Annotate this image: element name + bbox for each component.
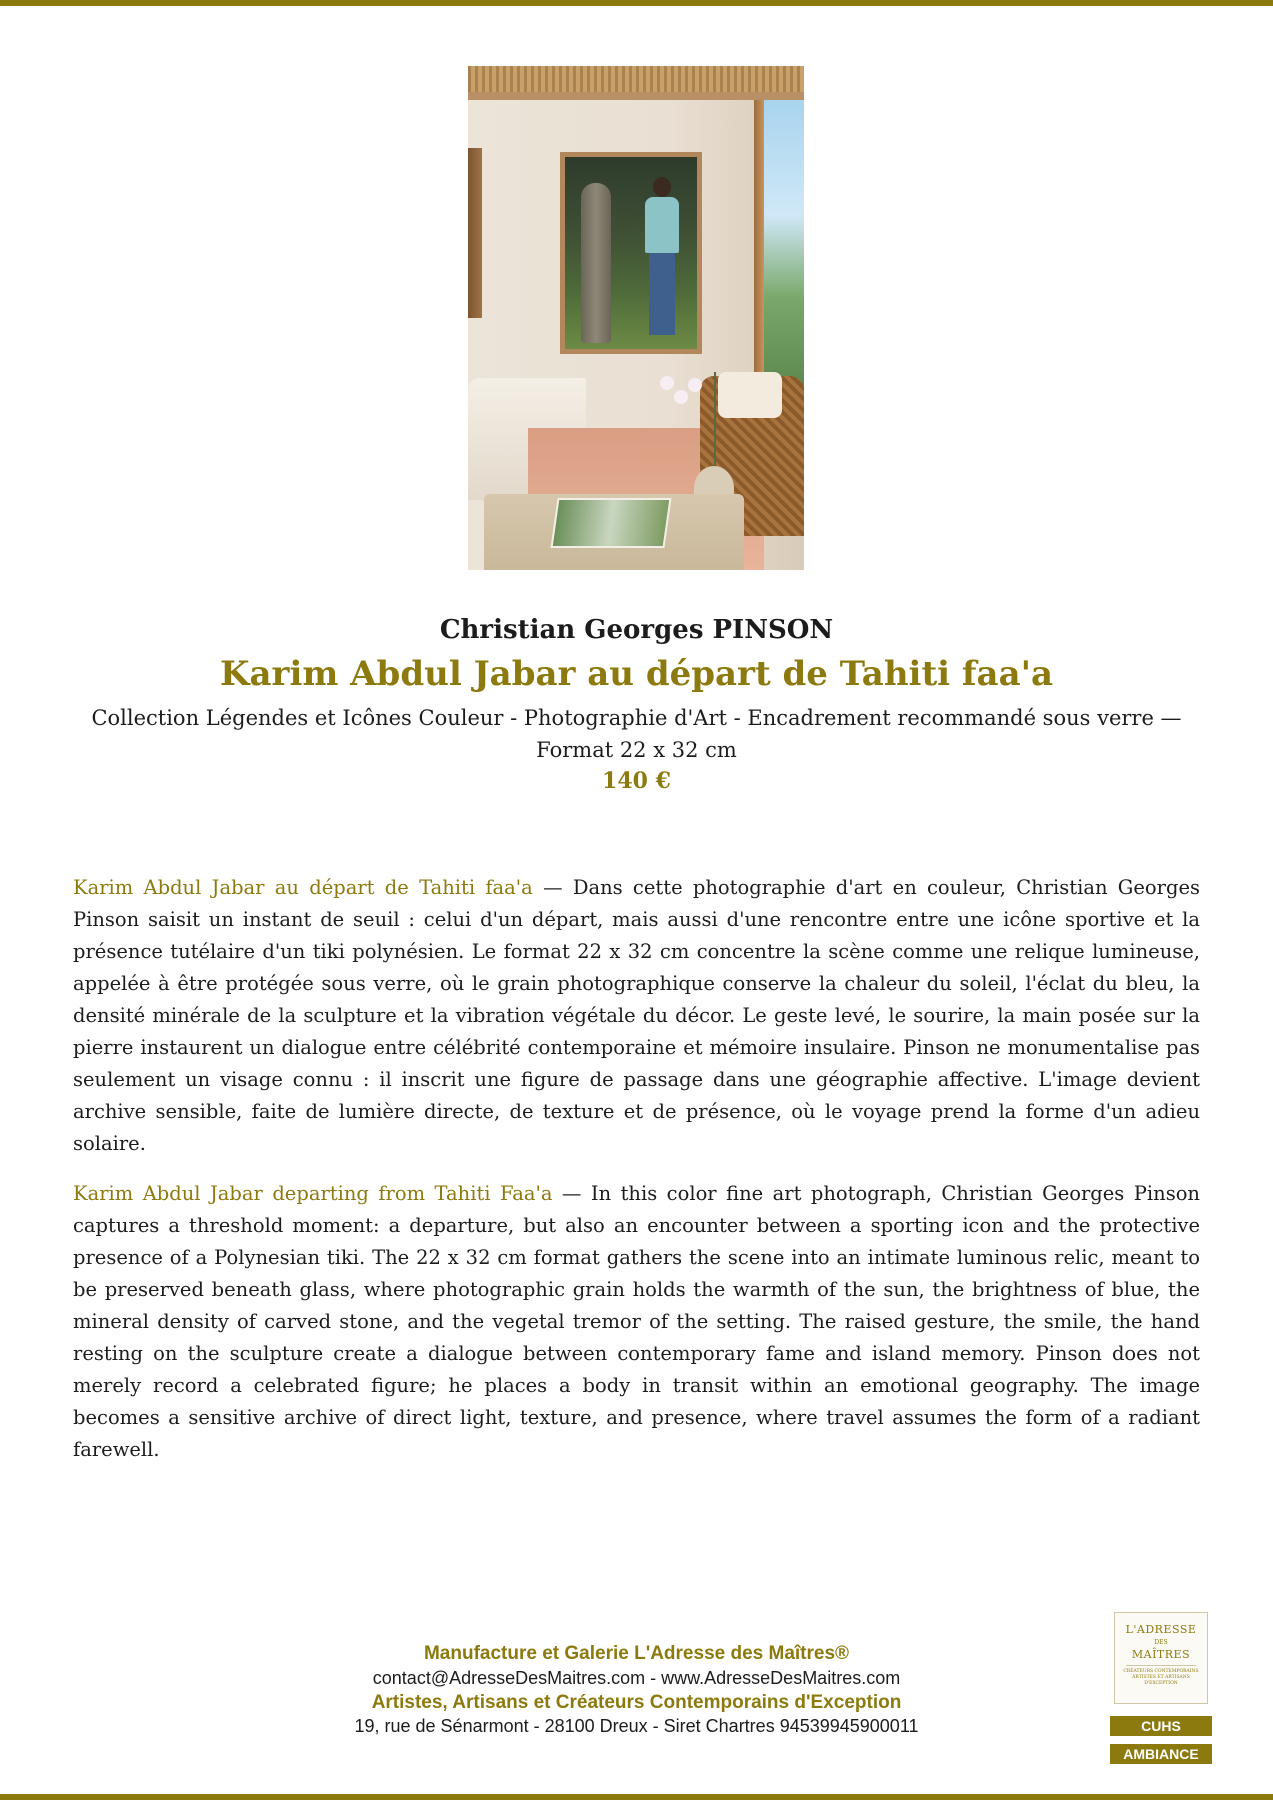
orchid-petal — [688, 378, 702, 392]
logo-line-2: DES — [1154, 1639, 1168, 1646]
framed-print — [560, 152, 702, 354]
tiki-sculpture — [581, 183, 611, 343]
figure-shirt — [645, 197, 679, 253]
photo-left-post — [468, 148, 482, 318]
photo-cushion — [718, 372, 782, 418]
photo-open-book — [550, 498, 671, 548]
artwork-photo — [468, 66, 804, 570]
artwork-price: 140 € — [602, 768, 671, 794]
description-en — [73, 1178, 1200, 1466]
description-fr-lead: Karim Abdul Jabar au départ de Tahiti faa'a — [73, 876, 533, 899]
description — [73, 872, 1200, 1484]
gallery-logo — [1114, 1612, 1208, 1704]
figure-jeans — [649, 253, 675, 335]
description-fr — [73, 872, 1200, 1160]
description-en-lead: Karim Abdul Jabar departing from Tahiti Faa'a — [73, 1182, 553, 1205]
top-accent-bar — [0, 0, 1273, 6]
footer-tagline: Artistes, Artisans et Créateurs Contemporains d'Exception — [371, 1692, 902, 1713]
footer-contact: contact@AdresseDesMaitres.com - www.AdresseDesMaitres.com — [372, 1668, 901, 1688]
framed-print-image — [565, 157, 697, 349]
artwork-title: Karim Abdul Jabar au départ de Tahiti faa'a — [219, 654, 1054, 694]
logo-line-3: MAÎTRES — [1131, 1648, 1191, 1661]
logo-line-1: L'ADRESSE — [1125, 1623, 1197, 1636]
footer-address: 19, rue de Sénarmont - 28100 Dreux - Siret Chartres 94539945900011 — [354, 1716, 919, 1736]
description-fr-text: — Dans cette photographie d'art en couleur, Christian Georges Pinson saisit un instant de seuil : celui d'un départ, mais aussi d'une rencontre entre une icône sportive et la présence tutélaire d'un tiki polynésien. Le format 22 x 32 cm concentre la scène comme une relique lumineuse, appelée à être protégée sous verre, où le grain photographique conserve la chaleur du soleil, l'éclat du bleu, la densité minérale de la sculpture et la vibration végétale du décor. Le geste levé, le sourire, la main posée sur la pierre instaurent un dialogue entre célébrité contemporaine et mémoire insulaire. Pinson ne monumentalise pas seulement un visage connu : il inscrit une figure de passage dans une géographie affective. L'image devient archive sensible, faite de lumière directe, de texture et de présence, où le voyage prend la forme d'un adieu solaire. — [73, 876, 1200, 1155]
badge-ambiance: AMBIANCE — [1110, 1744, 1212, 1764]
orchid-petal — [660, 376, 674, 390]
photo-orchid — [654, 372, 716, 466]
logo-divider — [1126, 1665, 1196, 1666]
badge-cuhs: CUHS — [1110, 1716, 1212, 1736]
logo-line-4: CRÉATEURS CONTEMPORAINS ARTISTES ET ARTISANS D'EXCEPTION — [1123, 1669, 1199, 1686]
artwork-subtitle: Collection Légendes et Icônes Couleur - Photographie d'Art - Encadrement recommandé sous verre — Format 22 x 32 cm — [91, 706, 1182, 762]
photo-ceiling — [468, 66, 804, 92]
figure-head — [653, 177, 671, 197]
bottom-accent-bar — [0, 1794, 1273, 1800]
artist-name: Christian Georges PINSON — [439, 615, 834, 645]
footer-gallery-name: Manufacture et Galerie L'Adresse des Maîtres® — [423, 1643, 850, 1664]
description-en-text: — In this color fine art photograph, Christian Georges Pinson captures a threshold moment: a departure, but also an encounter between a sporting icon and the protective presence of a Polynesian tiki. The 22 x 32 cm format gathers the scene into an intimate luminous relic, meant to be preserved beneath glass, where photographic grain holds the warmth of the sun, the brightness of blue, the mineral density of carved stone, and the vegetal tremor of the setting. The raised gesture, the smile, the hand resting on the sculpture create a dialogue between contemporary fame and island memory. Pinson does not merely record a celebrated figure; he places a body in transit within an emotional geography. The image becomes a sensitive archive of direct light, texture, and presence, where travel assumes the form of a radiant farewell. — [73, 1182, 1200, 1461]
photo-beam — [468, 92, 804, 100]
orchid-petal — [674, 390, 688, 404]
